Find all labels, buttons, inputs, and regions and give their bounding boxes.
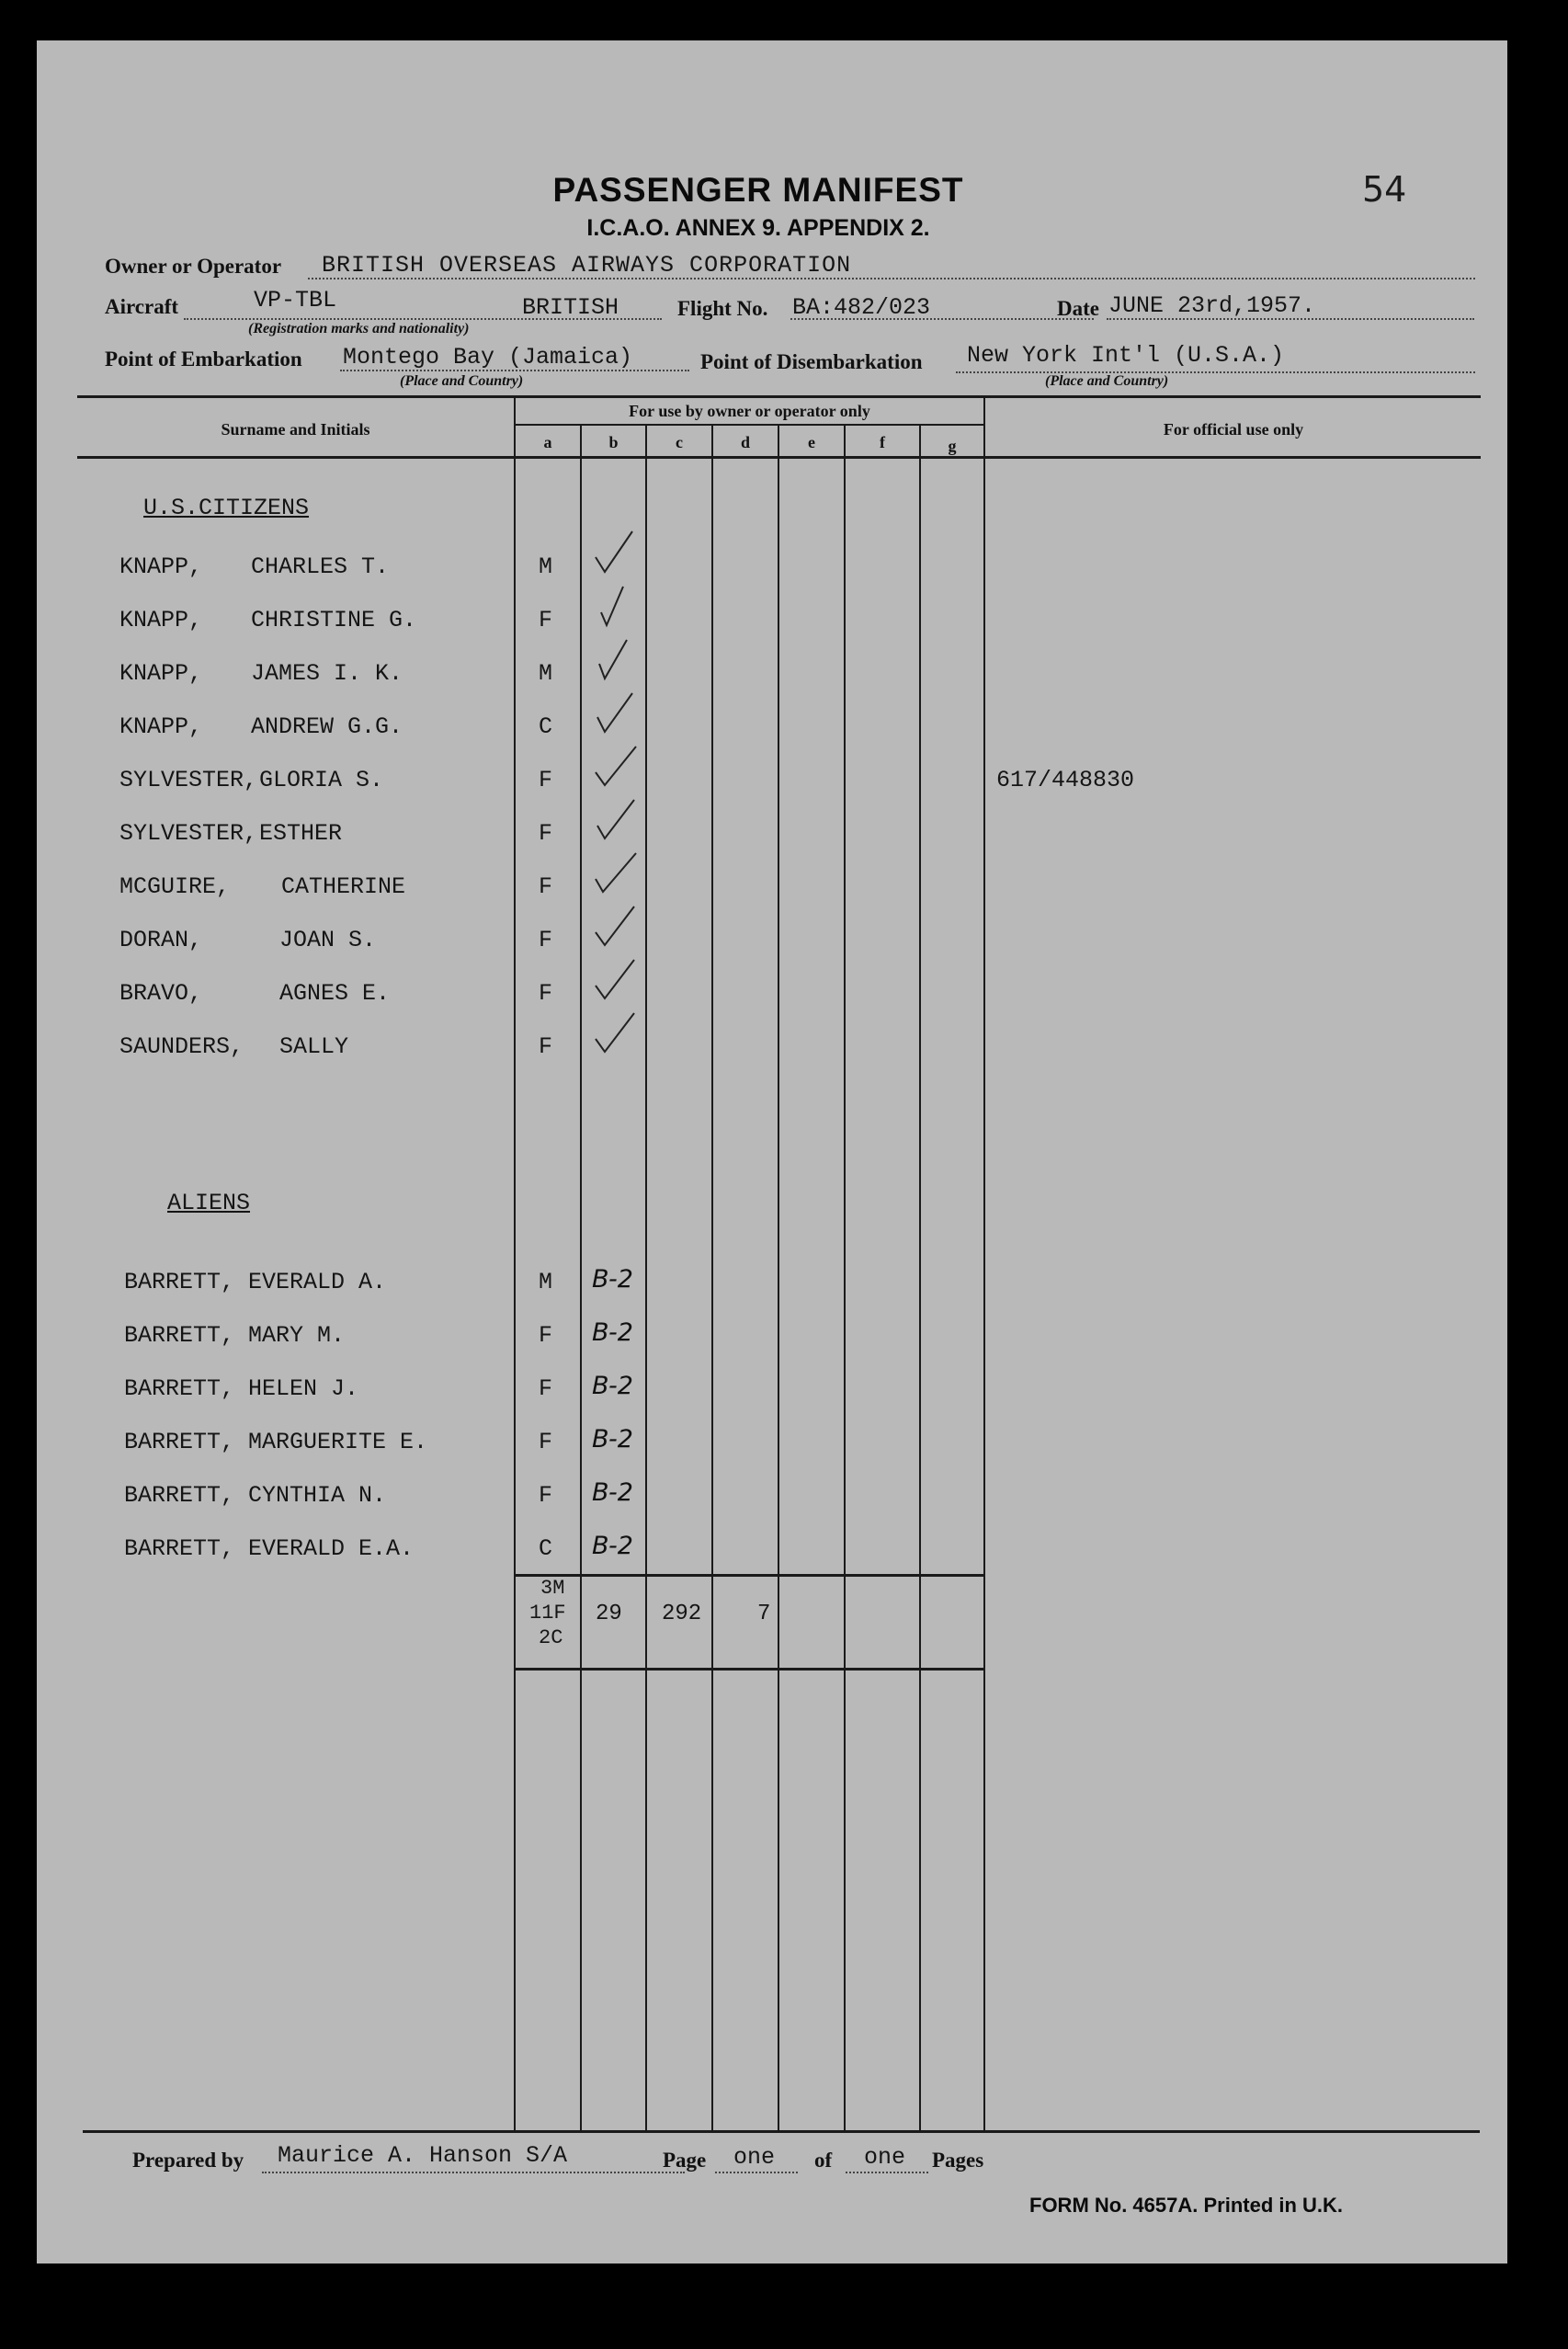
official-note: 617/448830 [996,767,1135,793]
col-e-header: e [808,433,815,451]
page-label: Page [663,2149,707,2172]
visa-class: B-2 [592,1478,633,1507]
check-mark-icon [588,901,643,952]
passenger-surname: MCGUIRE, [119,873,231,900]
owner-value: BRITISH OVERSEAS AIRWAYS CORPORATION [322,252,852,279]
passenger-given: CYNTHIA N. [248,1482,387,1509]
passenger-given: ESTHER [259,820,343,847]
flight-label: Flight No. [677,297,768,320]
check-mark-icon [588,1008,643,1058]
flight-number: BA:482/023 [792,294,931,321]
passenger-sex: F [539,1429,553,1455]
disembarkation-value: New York Int'l (U.S.A.) [967,342,1285,369]
visa-class: B-2 [592,1372,633,1400]
total-children: 2C [539,1626,563,1649]
passenger-surname: BARRETT, [124,1375,235,1402]
embarkation-label: Point of Embarkation [105,348,302,371]
check-mark-icon [588,688,643,738]
table-bottom-rule [83,2130,1480,2133]
col-d-left [711,425,713,2130]
passenger-given: CATHERINE [281,873,406,900]
passenger-sex: C [539,1535,553,1562]
check-mark-icon [588,634,643,685]
passenger-surname: BRAVO, [119,980,203,1007]
manifest-title: PASSENGER MANIFEST [552,171,964,209]
date-value: JUNE 23rd,1957. [1108,292,1316,319]
passenger-surname: BARRETT, [124,1429,235,1455]
passenger-sex: M [539,660,553,687]
col-a-left [514,395,516,2130]
pages-value: one [864,2144,906,2171]
passenger-sex: F [539,927,553,953]
aircraft-nationality: BRITISH [522,294,619,321]
passenger-sex: F [539,1033,553,1060]
page-line [715,2172,798,2173]
col-owner-use-header: For use by owner or operator only [629,402,870,420]
owner-label: Owner or Operator [105,255,282,278]
aircraft-label: Aircraft [105,295,179,318]
col-e-left [778,425,779,2130]
passenger-sex: F [539,767,553,793]
prepared-by-line [262,2172,685,2173]
check-mark-icon [588,528,643,578]
col-f-left [844,425,846,2130]
owner-use-rule [515,424,983,426]
total-col-b: 29 [596,1602,622,1626]
passenger-surname: DORAN, [119,927,203,953]
disembarkation-label: Point of Disembarkation [700,350,923,373]
col-official-header: For official use only [1163,420,1304,439]
form-number: FORM No. 4657A. Printed in U.K. [1029,2194,1344,2217]
prepared-by-label: Prepared by [132,2149,244,2172]
passenger-surname: BARRETT, [124,1322,235,1349]
passenger-given: HELEN J. [248,1375,359,1402]
of-label: of [814,2149,833,2172]
page-value: one [733,2144,776,2171]
passenger-given: ANDREW G.G. [251,713,403,740]
col-a-header: a [543,433,552,451]
passenger-given: GLORIA S. [259,767,384,793]
visa-class: B-2 [592,1425,633,1454]
passenger-sex: C [539,713,553,740]
passenger-sex: M [539,553,553,580]
total-females: 11F [529,1602,566,1625]
page-number: 54 [1362,169,1407,210]
passenger-surname: BARRETT, [124,1535,235,1562]
passenger-sex: F [539,873,553,900]
embarkation-caption: (Place and Country) [400,373,524,389]
totals-top-rule [514,1574,985,1577]
total-males: 3M [540,1577,565,1600]
aircraft-registration: VP-TBL [254,287,337,314]
embarkation-value: Montego Bay (Jamaica) [343,344,633,371]
passenger-sex: F [539,820,553,847]
passenger-surname: BARRETT, [124,1482,235,1509]
passenger-given: MARGUERITE E. [248,1429,428,1455]
passenger-surname: SYLVESTER, [119,820,258,847]
check-mark-icon [588,954,643,1005]
passenger-surname: KNAPP, [119,607,203,633]
passenger-given: JOAN S. [279,927,377,953]
passenger-surname: SAUNDERS, [119,1033,244,1060]
passenger-given: CHARLES T. [251,553,390,580]
passenger-given: EVERALD E.A. [248,1535,415,1562]
visa-class: B-2 [592,1318,633,1347]
visa-class: B-2 [592,1265,633,1294]
passenger-given: MARY M. [248,1322,346,1349]
check-mark-icon [588,848,643,898]
pages-label: Pages [932,2149,984,2172]
section-heading-aliens: ALIENS [167,1190,251,1216]
passenger-sex: F [539,1322,553,1349]
manifest-subtitle: I.C.A.O. ANNEX 9. APPENDIX 2. [586,215,930,241]
disembarkation-caption: (Place and Country) [1045,373,1169,389]
check-mark-icon [588,741,643,792]
passenger-given: CHRISTINE G. [251,607,417,633]
passenger-surname: KNAPP, [119,553,203,580]
passenger-sex: M [539,1269,553,1295]
manifest-sheet [37,40,1507,2263]
passenger-sex: F [539,607,553,633]
check-mark-icon [588,794,643,845]
col-b-left [580,425,582,2130]
passenger-sex: F [539,1375,553,1402]
disembarkation-line [956,371,1475,373]
date-label: Date [1057,297,1099,320]
totals-bottom-rule [514,1668,985,1671]
total-col-c: 292 [662,1602,702,1626]
col-c-left [645,425,647,2130]
col-d-header: d [740,433,750,451]
col-b-header: b [608,433,619,451]
section-heading-us-citizens: U.S.CITIZENS [143,495,310,521]
table-top-rule [77,395,1481,398]
col-g-left [919,425,921,2130]
col-official-left [983,395,985,2130]
visa-class: B-2 [592,1532,633,1560]
pages-line [846,2172,928,2173]
passenger-sex: F [539,1482,553,1509]
passenger-surname: KNAPP, [119,713,203,740]
passenger-surname: SYLVESTER, [119,767,258,793]
passenger-given: SALLY [279,1033,349,1060]
col-f-header: f [880,433,885,451]
passenger-given: JAMES I. K. [251,660,403,687]
passenger-surname: KNAPP, [119,660,203,687]
passenger-sex: F [539,980,553,1007]
total-col-d: 7 [757,1602,771,1626]
col-surname-header: Surname and Initials [221,420,370,439]
check-mark-icon [588,581,643,632]
passenger-given: AGNES E. [279,980,391,1007]
col-g-header: g [948,437,957,455]
col-c-header: c [676,433,683,451]
prepared-by-value: Maurice A. Hanson S/A [278,2142,568,2169]
aircraft-caption: (Registration marks and nationality) [248,321,470,336]
passenger-given: EVERALD A. [248,1269,387,1295]
passenger-surname: BARRETT, [124,1269,235,1295]
